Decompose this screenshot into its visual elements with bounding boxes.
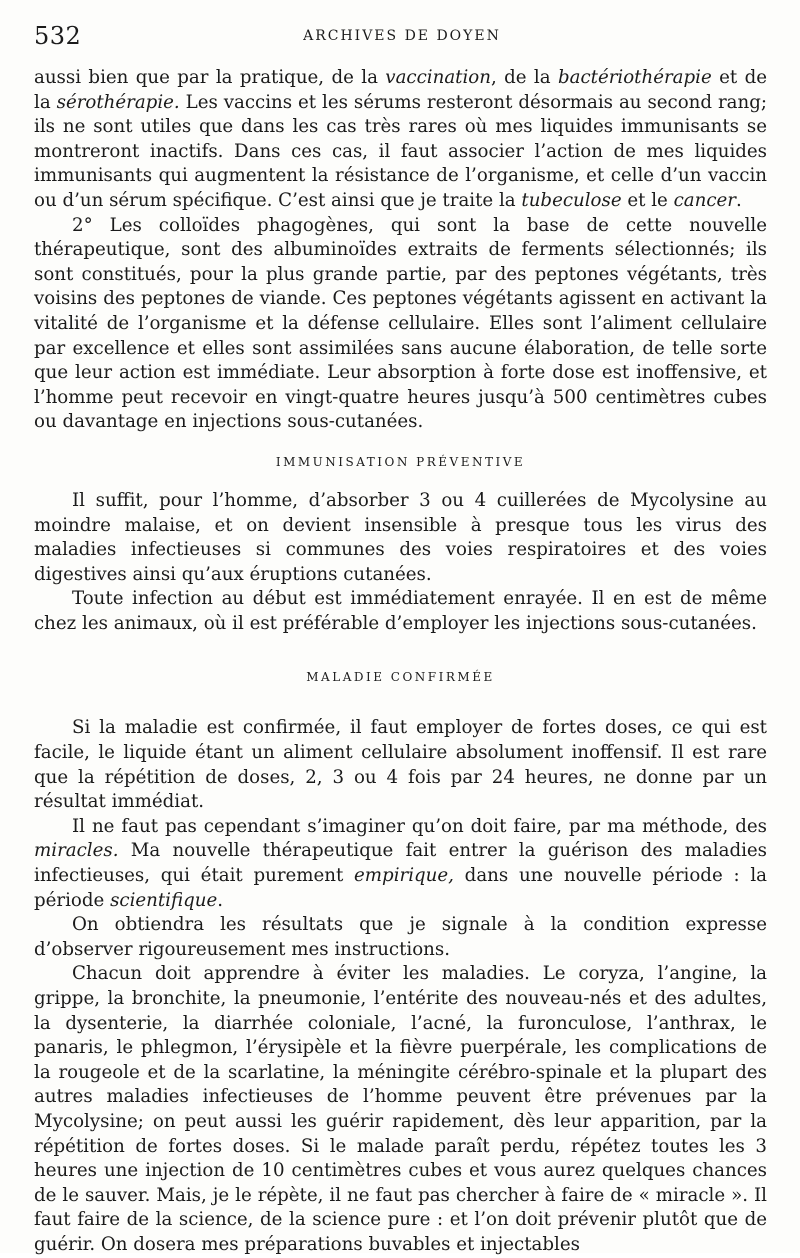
text-run: , de la xyxy=(490,67,558,88)
section-heading-maladie: MALADIE CONFIRMÉE xyxy=(306,670,495,685)
paragraph-infection: Toute infection au début est immédiatement enrayée. Il en est de même chez les animaux, où il est préférable d’employer les injections sous-cutanées. xyxy=(34,588,767,634)
paragraph-continuation xyxy=(34,66,767,214)
text-body xyxy=(34,66,767,1258)
paragraph-colloides: 2° Les colloïdes phagogènes, qui sont la base de cette nouvelle thérapeutique, sont des albuminoïdes extraits de ferments sélectionnés; ils sont constitués, pour la plus grande partie, par des peptones végétants, très voisins des peptones de viande. Ces peptones végétants agissent en activant la vitalité de l’organisme et la défense cellulaire. Elles sont l’aliment cellulaire par excellence et elles sont assimilées sans aucune élaboration, de telle sorte que leur action est immédiate. Leur absorption à forte dose est inoffensive, et l’homme peut recevoir en vingt-quatre heures jusqu’à 500 centimètres cubes ou davantage en injections sous-cutanées. xyxy=(34,214,767,433)
emphasis: scientifique xyxy=(110,889,218,911)
text-run: et de la xyxy=(34,67,767,113)
section-heading-immunisation: IMMUNISATION PRÉVENTIVE xyxy=(275,454,526,469)
emphasis: empirique, xyxy=(354,865,454,887)
text-run: . xyxy=(736,189,742,211)
emphasis: tubeculose xyxy=(521,189,622,211)
emphasis: bactériothérapie xyxy=(557,67,712,88)
paragraph-methode xyxy=(34,815,767,913)
emphasis: miracles. xyxy=(34,840,119,862)
text-run: Les vaccins et les sérums resteront désormais au second rang; ils ne sont utiles que dans les cas très rares où mes liquides immunisants se montreront inactifs. Dans ces cas, il faut associer l’action de mes liquides immunisants qui augmentent la résistance de l’organisme, et celle d’un vaccin ou d’un sérum spécifique. C’est ainsi que je traite la xyxy=(34,91,767,211)
text-run: aussi bien que par la pratique, de la xyxy=(34,67,386,88)
paragraph-prevention: Chacun doit apprendre à éviter les maladies. Le coryza, l’angine, la grippe, la bronchite, la pneumonie, l’entérite des nouveau-nés et des adultes, la dysenterie, la diarrhée coloniale, l’acné, la furonculose, l’anthrax, le panaris, le phlegmon, l’érysipèle et la fièvre puerpérale, les complications de la rougeole et de la scarlatine, la méningite cérébro-spinale et la plupart des autres maladies infectieuses de l’homme peuvent être prévenues par la Mycolysine; on peut aussi les guérir rapidement, dès leur apparition, par la répétition de fortes doses. Si le malade paraît perdu, répétez toutes les 3 heures une injection de 10 centimètres cubes et vous aurez quelques chances de le sauver. Mais, je le répète, il ne faut pas chercher à faire de « miracle ». Il faut faire de la science, de la science pure : et l’on doit prévenir plutôt que de guérir. On dosera mes préparations buvables et injectables xyxy=(34,963,767,1255)
paragraph-resultats: On obtiendra les résultats que je signale à la condition expresse d’observer rigoureusement mes instructions. xyxy=(34,914,767,960)
text-run: et le xyxy=(621,189,674,211)
text-run: Il ne faut pas cependant s’imaginer qu’on doit faire, par ma méthode, des xyxy=(72,815,767,837)
text-run: . xyxy=(217,889,224,911)
paragraph-immunisation: Il suffit, pour l’homme, d’absorber 3 ou 4 cuillerées de Mycolysine au moindre malaise, et on devient insensible à presque tous les virus des maladies infectieuses si communes des voies respiratoires et des voies digestives ainsi qu’aux éruptions cutanées. xyxy=(34,489,767,585)
page-number: 532 xyxy=(34,22,82,50)
text-run: Ma nouvelle thérapeutique fait entrer la guérison des maladies infectieuses, qui était purement xyxy=(34,840,767,887)
running-head xyxy=(34,22,770,52)
emphasis: sérothérapie. xyxy=(56,91,180,113)
text-run: dans une nouvelle période : la période xyxy=(34,865,767,911)
emphasis: vaccination xyxy=(385,67,491,88)
paragraph-maladie: Si la maladie est confirmée, il faut employer de fortes doses, ce qui est facile, le liquide étant un aliment cellulaire absolument inoffensif. Il est rare que la répétition de doses, 2, 3 ou 4 fois par 24 heures, ne donne par un résultat immédiat. xyxy=(34,717,767,813)
journal-title: ARCHIVES DE DOYEN xyxy=(303,28,501,44)
emphasis: cancer xyxy=(673,189,736,211)
